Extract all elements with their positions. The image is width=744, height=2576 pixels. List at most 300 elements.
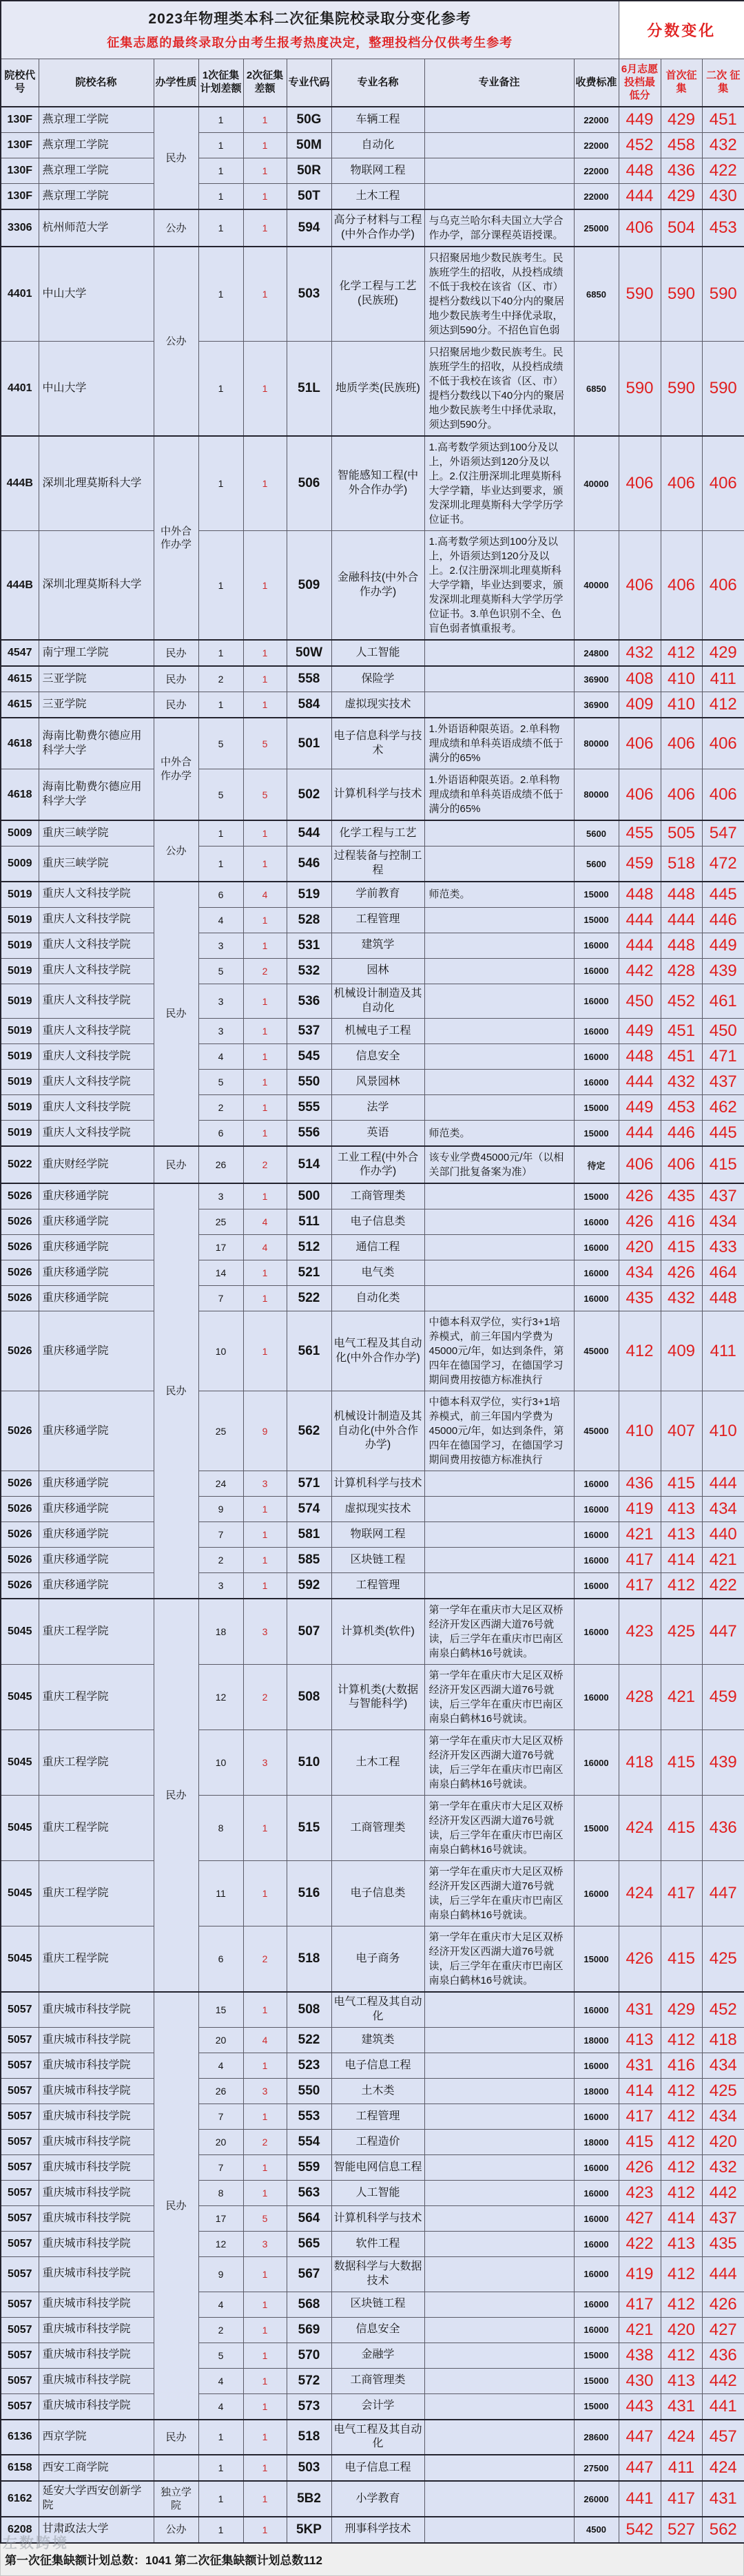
major-code-cell: 51L (287, 342, 331, 437)
plan2-cell: 4 (243, 1209, 287, 1235)
score-second-cell: 452 (702, 1992, 744, 2027)
col-remark: 专业备注 (424, 59, 574, 107)
plan1-cell: 6 (198, 1926, 243, 1993)
fee-cell: 16000 (574, 1522, 619, 1548)
college-name-cell: 重庆移通学院 (39, 1183, 154, 1209)
score-first-cell: 451 (661, 1019, 702, 1044)
college-code-cell: 130F (1, 107, 39, 133)
major-code-cell: 507 (287, 1599, 331, 1665)
score-second-cell: 424 (702, 2455, 744, 2481)
plan2-cell: 1 (243, 933, 287, 958)
major-name-cell: 自动化 (331, 133, 424, 158)
remark-cell: 第一学年在重庆市大足区双桥经济开发区西湖大道76号就读，后三学年在重庆市巴南区南泉白鹤林16号就读。 (424, 1796, 574, 1861)
college-name-cell: 重庆城市科技学院 (39, 2079, 154, 2104)
college-code-cell: 4547 (1, 640, 39, 666)
col-plan1: 1次征集计划差额 (198, 59, 243, 107)
table-row (1, 1311, 744, 1391)
remark-cell (424, 1548, 574, 1573)
score-second-cell: 445 (702, 882, 744, 908)
table-row (1, 1471, 744, 1497)
score-june-cell: 419 (619, 2257, 661, 2292)
plan1-cell: 8 (198, 2181, 243, 2206)
college-name-cell: 延安大学西安创新学院 (39, 2481, 154, 2517)
major-name-cell: 物联网工程 (331, 1522, 424, 1548)
score-second-cell: 421 (702, 1548, 744, 1573)
major-code-cell: 584 (287, 692, 331, 718)
plan2-cell: 1 (243, 1522, 287, 1548)
remark-cell (424, 1209, 574, 1235)
college-code-cell: 5045 (1, 1926, 39, 1993)
remark-cell (424, 158, 574, 184)
major-code-cell: 500 (287, 1183, 331, 1209)
college-name-cell: 燕京理工学院 (39, 107, 154, 133)
table-row (1, 2104, 744, 2130)
plan1-cell: 5 (198, 769, 243, 821)
fee-cell: 15000 (574, 2368, 619, 2393)
plan1-cell: 24 (198, 1471, 243, 1497)
plan1-cell: 25 (198, 1391, 243, 1471)
major-code-cell: 518 (287, 1926, 331, 1993)
major-name-cell: 人工智能 (331, 640, 424, 666)
score-first-cell: 415 (661, 1796, 702, 1861)
fee-cell: 4500 (574, 2517, 619, 2543)
table-row (1, 1548, 744, 1573)
plan2-cell: 1 (243, 1796, 287, 1861)
table-row (1, 2206, 744, 2232)
plan1-cell: 9 (198, 1497, 243, 1522)
score-second-cell: 547 (702, 820, 744, 846)
major-name-cell: 法学 (331, 1095, 424, 1121)
fee-cell: 16000 (574, 1548, 619, 1573)
major-name-cell: 园林 (331, 958, 424, 984)
college-code-cell: 5026 (1, 1183, 39, 1209)
column-header-row (1, 59, 744, 107)
major-code-cell: 510 (287, 1730, 331, 1796)
plan1-cell: 1 (198, 133, 243, 158)
score-first-cell: 412 (661, 1573, 702, 1599)
score-second-cell: 449 (702, 933, 744, 958)
college-name-cell: 重庆城市科技学院 (39, 2393, 154, 2420)
fee-cell: 22000 (574, 107, 619, 133)
college-code-cell: 5026 (1, 1497, 39, 1522)
college-name-cell: 重庆移通学院 (39, 1548, 154, 1573)
plan2-cell: 9 (243, 1391, 287, 1471)
score-second-cell: 406 (702, 718, 744, 769)
score-first-cell: 412 (661, 2292, 702, 2317)
plan2-cell: 2 (243, 1665, 287, 1730)
college-name-cell: 重庆移通学院 (39, 1391, 154, 1471)
nature-cell: 独立学院 (154, 2481, 198, 2517)
major-code-cell: 574 (287, 1497, 331, 1522)
score-june-cell: 447 (619, 2420, 661, 2455)
major-code-cell: 565 (287, 2232, 331, 2257)
major-code-cell: 50M (287, 133, 331, 158)
fee-cell: 27500 (574, 2455, 619, 2481)
plan1-cell: 12 (198, 1665, 243, 1730)
score-june-cell: 406 (619, 209, 661, 247)
college-name-cell: 重庆工程学院 (39, 1599, 154, 1665)
major-code-cell: 563 (287, 2181, 331, 2206)
plan1-cell: 12 (198, 2232, 243, 2257)
score-june-cell: 447 (619, 2455, 661, 2481)
college-code-cell: 5057 (1, 2317, 39, 2343)
score-first-cell: 413 (661, 2232, 702, 2257)
major-code-cell: 50G (287, 107, 331, 133)
plan1-cell: 1 (198, 209, 243, 247)
college-code-cell: 5057 (1, 2393, 39, 2420)
major-name-cell: 计算机类(软件) (331, 1599, 424, 1665)
major-code-cell: 536 (287, 984, 331, 1019)
score-june-cell: 413 (619, 2028, 661, 2053)
score-first-cell: 420 (661, 2317, 702, 2343)
college-name-cell: 重庆城市科技学院 (39, 2317, 154, 2343)
score-first-cell: 411 (661, 2455, 702, 2481)
major-name-cell: 机械设计制造及其自动化 (331, 984, 424, 1019)
major-name-cell: 工商管理类 (331, 1183, 424, 1209)
plan1-cell: 1 (198, 531, 243, 641)
plan2-cell: 1 (243, 1095, 287, 1121)
plan2-cell: 5 (243, 769, 287, 821)
major-name-cell: 电子商务 (331, 1926, 424, 1993)
table-row (1, 342, 744, 437)
score-first-cell: 426 (661, 1260, 702, 1286)
score-june-cell: 406 (619, 718, 661, 769)
remark-cell (424, 2420, 574, 2455)
plan1-cell: 4 (198, 2393, 243, 2420)
plan2-cell: 1 (243, 184, 287, 210)
score-second-cell: 590 (702, 247, 744, 342)
score-june-cell: 449 (619, 1019, 661, 1044)
plan1-cell: 7 (198, 1522, 243, 1548)
plan1-cell: 2 (198, 666, 243, 692)
col-first-collect: 首次征集 (661, 59, 702, 107)
score-second-cell: 562 (702, 2517, 744, 2543)
major-name-cell: 人工智能 (331, 2181, 424, 2206)
score-second-cell: 444 (702, 1471, 744, 1497)
score-june-cell: 431 (619, 2053, 661, 2079)
remark-cell: 只招聚居地少数民族考生。民族班学生的招收，从投档成绩不低于我校在该省（区、市）提档分数线以下40分内的聚居地少数民族考生中择优录取，须达到590分。 (424, 342, 574, 437)
remark-cell (424, 2343, 574, 2368)
table-row (1, 1497, 744, 1522)
plan2-cell: 1 (243, 1861, 287, 1926)
fee-cell: 18000 (574, 2028, 619, 2053)
fee-cell: 16000 (574, 1992, 619, 2027)
fee-cell: 16000 (574, 1286, 619, 1311)
plan1-cell: 3 (198, 1019, 243, 1044)
score-first-cell: 412 (661, 640, 702, 666)
remark-cell (424, 2053, 574, 2079)
score-first-cell: 412 (661, 2104, 702, 2130)
score-second-cell: 444 (702, 2257, 744, 2292)
plan1-cell: 1 (198, 342, 243, 437)
plan1-cell: 3 (198, 933, 243, 958)
col-college-name: 院校名称 (39, 59, 154, 107)
score-second-cell: 425 (702, 2079, 744, 2104)
table-row (1, 133, 744, 158)
table-row (1, 2455, 744, 2481)
fee-cell: 15000 (574, 1183, 619, 1209)
plan1-cell: 1 (198, 107, 243, 133)
score-second-cell: 425 (702, 1926, 744, 1993)
college-name-cell: 重庆人文科技学院 (39, 1019, 154, 1044)
fee-cell: 16000 (574, 1070, 619, 1095)
col-nature: 办学性质 (154, 59, 198, 107)
major-name-cell: 金融学 (331, 2343, 424, 2368)
plan1-cell: 5 (198, 718, 243, 769)
score-first-cell: 406 (661, 531, 702, 641)
score-june-cell: 435 (619, 1286, 661, 1311)
major-code-cell: 514 (287, 1146, 331, 1183)
college-name-cell: 重庆工程学院 (39, 1926, 154, 1993)
page-title: 2023年物理类本科二次征集院校录取分变化参考 (148, 11, 472, 27)
score-first-cell: 429 (661, 107, 702, 133)
college-code-cell: 5045 (1, 1599, 39, 1665)
score-first-cell: 428 (661, 958, 702, 984)
table-row (1, 846, 744, 882)
college-name-cell: 三亚学院 (39, 692, 154, 718)
plan1-cell: 4 (198, 907, 243, 933)
major-name-cell: 电气工程及其自动化 (331, 2420, 424, 2455)
title-block (1, 1, 619, 59)
college-name-cell: 重庆城市科技学院 (39, 2343, 154, 2368)
major-name-cell: 物联网工程 (331, 158, 424, 184)
college-name-cell: 中山大学 (39, 342, 154, 437)
plan1-cell: 3 (198, 1183, 243, 1209)
score-second-cell: 415 (702, 1146, 744, 1183)
college-name-cell: 杭州师范大学 (39, 209, 154, 247)
major-code-cell: 569 (287, 2317, 331, 2343)
college-code-cell: 130F (1, 133, 39, 158)
fee-cell: 40000 (574, 531, 619, 641)
college-code-cell: 6136 (1, 2420, 39, 2455)
score-second-cell: 412 (702, 692, 744, 718)
fee-cell: 16000 (574, 2232, 619, 2257)
score-second-cell: 447 (702, 1599, 744, 1665)
remark-cell: 第一学年在重庆市大足区双桥经济开发区西湖大道76号就读，后三学年在重庆市巴南区南泉白鹤林16号就读。 (424, 1599, 574, 1665)
score-first-cell: 413 (661, 1497, 702, 1522)
college-code-cell: 5057 (1, 2130, 39, 2155)
score-first-cell: 412 (661, 2257, 702, 2292)
fee-cell: 36900 (574, 666, 619, 692)
college-code-cell: 5057 (1, 2155, 39, 2181)
major-name-cell: 保险学 (331, 666, 424, 692)
table-row (1, 1573, 744, 1599)
college-name-cell: 燕京理工学院 (39, 158, 154, 184)
score-first-cell: 412 (661, 2181, 702, 2206)
major-code-cell: 512 (287, 1235, 331, 1260)
remark-cell (424, 958, 574, 984)
plan2-cell: 1 (243, 2257, 287, 2292)
watermark: 左数跨境 (3, 2535, 69, 2551)
college-code-cell: 5009 (1, 820, 39, 846)
fee-cell: 16000 (574, 2206, 619, 2232)
plan2-cell: 1 (243, 1497, 287, 1522)
college-name-cell: 重庆移通学院 (39, 1471, 154, 1497)
table-row (1, 2028, 744, 2053)
plan2-cell: 1 (243, 1573, 287, 1599)
score-first-cell: 412 (661, 2130, 702, 2155)
major-name-cell: 高分子材料与工程(中外合作办学) (331, 209, 424, 247)
remark-cell: 与乌克兰哈尔科夫国立大学合作办学，部分课程英语授课。 (424, 209, 574, 247)
score-first-cell: 452 (661, 984, 702, 1019)
major-code-cell: 573 (287, 2393, 331, 2420)
score-first-cell: 410 (661, 666, 702, 692)
major-name-cell: 电子信息工程 (331, 2053, 424, 2079)
plan1-cell: 4 (198, 2053, 243, 2079)
college-name-cell: 重庆人文科技学院 (39, 984, 154, 1019)
remark-cell (424, 1235, 574, 1260)
college-name-cell: 重庆移通学院 (39, 1497, 154, 1522)
remark-cell (424, 2292, 574, 2317)
table-row (1, 1019, 744, 1044)
college-code-cell: 5057 (1, 2181, 39, 2206)
major-code-cell: 516 (287, 1861, 331, 1926)
table-row (1, 247, 744, 342)
fee-cell: 28600 (574, 2420, 619, 2455)
score-june-cell: 417 (619, 1548, 661, 1573)
score-first-cell: 527 (661, 2517, 702, 2543)
plan1-cell: 5 (198, 1070, 243, 1095)
score-june-cell: 409 (619, 692, 661, 718)
college-name-cell: 重庆人文科技学院 (39, 1044, 154, 1070)
college-code-cell: 5009 (1, 846, 39, 882)
score-first-cell: 590 (661, 342, 702, 437)
major-code-cell: 546 (287, 846, 331, 882)
table-row (1, 907, 744, 933)
major-code-cell: 522 (287, 2028, 331, 2053)
major-code-cell: 537 (287, 1019, 331, 1044)
remark-cell (424, 2079, 574, 2104)
fee-cell: 16000 (574, 1665, 619, 1730)
remark-cell (424, 2517, 574, 2543)
college-name-cell: 甘肃政法大学 (39, 2517, 154, 2543)
plan1-cell: 1 (198, 2517, 243, 2543)
score-second-cell: 411 (702, 666, 744, 692)
major-name-cell: 工业工程(中外合作办学) (331, 1146, 424, 1183)
score-change-header: 分数变化 (619, 1, 744, 59)
plan2-cell: 5 (243, 2206, 287, 2232)
plan2-cell: 1 (243, 1070, 287, 1095)
remark-cell (424, 107, 574, 133)
score-second-cell: 457 (702, 2420, 744, 2455)
score-second-cell: 446 (702, 907, 744, 933)
table-row (1, 2079, 744, 2104)
score-june-cell: 406 (619, 1146, 661, 1183)
major-code-cell: 544 (287, 820, 331, 846)
college-code-cell: 5019 (1, 933, 39, 958)
major-code-cell: 568 (287, 2292, 331, 2317)
score-june-cell: 444 (619, 1121, 661, 1147)
major-code-cell: 50R (287, 158, 331, 184)
plan2-cell: 1 (243, 1183, 287, 1209)
fee-cell: 16000 (574, 1730, 619, 1796)
score-june-cell: 452 (619, 133, 661, 158)
major-code-cell: 503 (287, 247, 331, 342)
major-name-cell: 车辆工程 (331, 107, 424, 133)
plan1-cell: 10 (198, 1311, 243, 1391)
plan1-cell: 5 (198, 2343, 243, 2368)
table-row (1, 2257, 744, 2292)
college-code-cell: 5022 (1, 1146, 39, 1183)
remark-cell (424, 2481, 574, 2517)
fee-cell: 16000 (574, 2053, 619, 2079)
score-june-cell: 417 (619, 2292, 661, 2317)
table-row (1, 531, 744, 641)
college-code-cell: 4618 (1, 718, 39, 769)
table-row (1, 1730, 744, 1796)
score-first-cell: 448 (661, 882, 702, 908)
major-code-cell: 532 (287, 958, 331, 984)
college-code-cell: 6208 (1, 2517, 39, 2543)
college-code-cell: 4615 (1, 666, 39, 692)
college-code-cell: 5019 (1, 1095, 39, 1121)
college-code-cell: 5057 (1, 2232, 39, 2257)
plan1-cell: 4 (198, 2292, 243, 2317)
score-june-cell: 426 (619, 1183, 661, 1209)
major-code-cell: 581 (287, 1522, 331, 1548)
major-name-cell: 区块链工程 (331, 2292, 424, 2317)
score-second-cell: 459 (702, 1665, 744, 1730)
plan1-cell: 4 (198, 2368, 243, 2393)
fee-cell: 16000 (574, 933, 619, 958)
major-name-cell: 电气工程及其自动化 (331, 1992, 424, 2027)
score-second-cell: 439 (702, 958, 744, 984)
plan2-cell: 1 (243, 666, 287, 692)
table-row (1, 107, 744, 133)
score-second-cell: 462 (702, 1095, 744, 1121)
plan2-cell: 1 (243, 247, 287, 342)
fee-cell: 15000 (574, 1121, 619, 1147)
college-code-cell: 5057 (1, 2368, 39, 2393)
plan2-cell: 1 (243, 907, 287, 933)
plan2-cell: 1 (243, 1548, 287, 1573)
plan2-cell: 1 (243, 1019, 287, 1044)
remark-cell (424, 907, 574, 933)
plan2-cell: 4 (243, 2028, 287, 2053)
college-code-cell: 5026 (1, 1573, 39, 1599)
major-code-cell: 50W (287, 640, 331, 666)
remark-cell (424, 2181, 574, 2206)
remark-cell: 第一学年在重庆市大足区双桥经济开发区西湖大道76号就读，后三学年在重庆市巴南区南泉白鹤林16号就读。 (424, 1665, 574, 1730)
fee-cell: 45000 (574, 1311, 619, 1391)
remark-cell: 该专业学费45000元/年（以相关部门批复备案为准） (424, 1146, 574, 1183)
table-row (1, 1796, 744, 1861)
college-code-cell: 5045 (1, 1665, 39, 1730)
score-first-cell: 415 (661, 1926, 702, 1993)
score-first-cell: 412 (661, 2028, 702, 2053)
plan2-cell: 1 (243, 846, 287, 882)
nature-cell: 民办 (154, 2420, 198, 2455)
college-name-cell: 重庆财经学院 (39, 1146, 154, 1183)
plan2-cell: 2 (243, 1146, 287, 1183)
college-code-cell: 5026 (1, 1209, 39, 1235)
score-second-cell: 442 (702, 2368, 744, 2393)
score-june-cell: 444 (619, 184, 661, 210)
remark-cell (424, 133, 574, 158)
score-first-cell: 453 (661, 1095, 702, 1121)
nature-cell: 公办 (154, 2517, 198, 2543)
major-code-cell: 567 (287, 2257, 331, 2292)
plan1-cell: 1 (198, 158, 243, 184)
plan2-cell: 1 (243, 820, 287, 846)
score-second-cell: 429 (702, 640, 744, 666)
table-row (1, 692, 744, 718)
college-name-cell: 西京学院 (39, 2420, 154, 2455)
fee-cell: 15000 (574, 1095, 619, 1121)
plan1-cell: 3 (198, 1573, 243, 1599)
score-first-cell: 446 (661, 1121, 702, 1147)
fee-cell: 16000 (574, 1044, 619, 1070)
